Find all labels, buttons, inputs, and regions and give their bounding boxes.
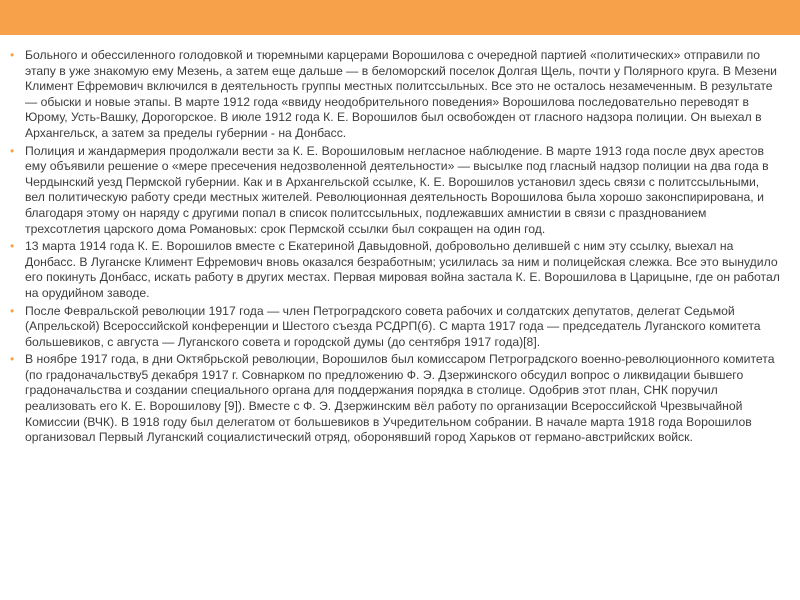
bullet-marker: • [10, 303, 15, 318]
bullet-marker: • [10, 352, 15, 367]
bullet-marker: • [10, 239, 15, 254]
bullet-marker: • [10, 143, 15, 158]
list-item [10, 352, 780, 446]
bullet-list [10, 48, 780, 448]
list-item [10, 239, 780, 301]
list-item [10, 144, 780, 238]
list-item [10, 48, 780, 142]
bullet-marker: • [10, 48, 15, 62]
header-accent-bar [0, 0, 800, 35]
paragraph-text: После Февральской революции 1917 года — член Петроградского совета рабочих и солдатских депутатов, делегат Седьмой (Апрельской) Всероссийской конференции и Шестого съезда РСДРП(б). С марта 1917 года — председатель Луганского комитета большевиков, с августа — Луганского совета и городской думы (до сентября 1917 года)[8]. [25, 303, 761, 349]
list-item [10, 304, 780, 351]
paragraph-text: Полиция и жандармерия продолжали вести за К. Е. Ворошиловым негласное наблюдение. В марте 1913 года после двух арестов ему объявили решение о «мере пресечения недозволенной деятельности» — высылке под гласный надзор полиции на два года в Чердынский уезд Пермской губернии. Как и в Архангельской ссылке, К. Е. Ворошилов установил здесь связи с политссыльными, вел политическую работу среди местных жителей. Революционная деятельность Ворошилова была хорошо законспирирована, и благодаря этому он наряду с другими попал в список политссыльных, подлежавших амнистии в связи с празднованием трехсотлетия царского дома Романовых: срок Пермской ссылки был сокращен на один год. [25, 143, 769, 236]
paragraph-text: 13 марта 1914 года К. Е. Ворошилов вместе с Екатериной Давыдовной, добровольно делившей с ним эту ссылку, выехал на Донбасс. В Луганске Климент Ефремович вновь оказался безработным; усилилась за ним и полицейская слежка. Все это вынудило его покинуть Донбасс, искать работу в других местах. Первая мировая война застала К. Е. Ворошилова в Царицыне, где он работал на орудийном заводе. [25, 239, 780, 300]
paragraph-text: В ноябре 1917 года, в дни Октябрьской революции, Ворошилов был комиссаром Петроградского военно-революционного комитета (по градоначальству5 декабря 1917 г. Совнарком по предложению Ф. Э. Дзержинского обсудил вопрос о ликвидации бывшего градоначальства и создании специального органа для поддержания порядка в столице. Одобрив этот план, СНК поручил реализовать его К. Е. Ворошилову [9]). Вместе с Ф. Э. Дзержинским вёл работу по организации Всероссийской Чрезвычайной Комиссии (ВЧК). В 1918 году был делегатом от большевиков в Учредительном собрании. В начале марта 1918 года Ворошилов организовал Первый Луганский социалистический отряд, оборонявший город Харьков от германо-австрийских войск. [25, 352, 775, 445]
paragraph-text: Больного и обессиленного голодовкой и тюремными карцерами Ворошилова с очередной партией «политических» отправили по этапу в уже знакомую ему Мезень, а затем еще дальше — в беломорский поселок Долгая Щель, почти у Полярного круга. В Мезени Климент Ефремович включился в деятельность группы местных политссыльных. Все это не осталось незамеченным. В результате — обыски и новые этапы. В марте 1912 года «ввиду неодобрительного поведения» Ворошилова последовательно переводят в Юрому, Усть-Вашку, Дорогорское. В июле 1912 года К. Е. Ворошилов был освобожден от гласного надзора полиции. Он выехал в Архангельск, а затем за пределы губернии - на Донбасс. [25, 48, 777, 140]
